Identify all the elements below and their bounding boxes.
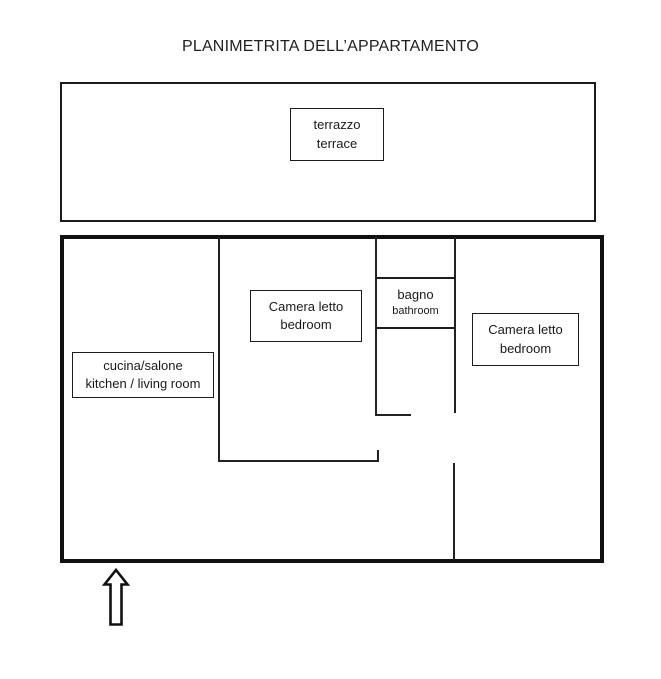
apartment-outline bbox=[60, 235, 604, 563]
bedroom-left-label-en: bedroom bbox=[280, 317, 332, 332]
terrace-label-box bbox=[290, 108, 384, 161]
kitchen-living-label-box bbox=[72, 352, 214, 398]
bedroom-left-label-box bbox=[250, 290, 362, 342]
bathroom-label-en: bathroom bbox=[392, 305, 439, 318]
page-title: PLANIMETRITA DELL’APPARTAMENTO bbox=[181, 38, 480, 55]
terrace-label-it: terrazzo bbox=[313, 117, 361, 133]
kitchen-living-label-en: kitchen / living room bbox=[85, 376, 201, 391]
bedroom-right-label-box bbox=[472, 313, 579, 366]
wall-bathroom-right-upper bbox=[454, 237, 456, 413]
bedroom-right-label-en: bedroom bbox=[499, 340, 552, 356]
bedroom-left-label-it: Camera letto bbox=[268, 298, 344, 314]
wall-bathroom-door-jog bbox=[377, 414, 411, 416]
wall-kitchen-right bbox=[218, 237, 220, 462]
wall-bedroom-right-lower bbox=[453, 463, 455, 560]
wall-hall-bottom bbox=[218, 460, 379, 462]
wall-hall-bottom-end-tick bbox=[377, 450, 379, 462]
bathroom-label-it: bagno bbox=[397, 287, 434, 303]
terrace-label-en: terrace bbox=[316, 135, 358, 151]
bedroom-right-label-it: Camera letto bbox=[488, 322, 563, 338]
entrance-up-arrow-icon bbox=[101, 568, 131, 627]
kitchen-living-label-it: cucina/salone bbox=[103, 357, 183, 373]
bathroom-label-box bbox=[377, 277, 454, 329]
